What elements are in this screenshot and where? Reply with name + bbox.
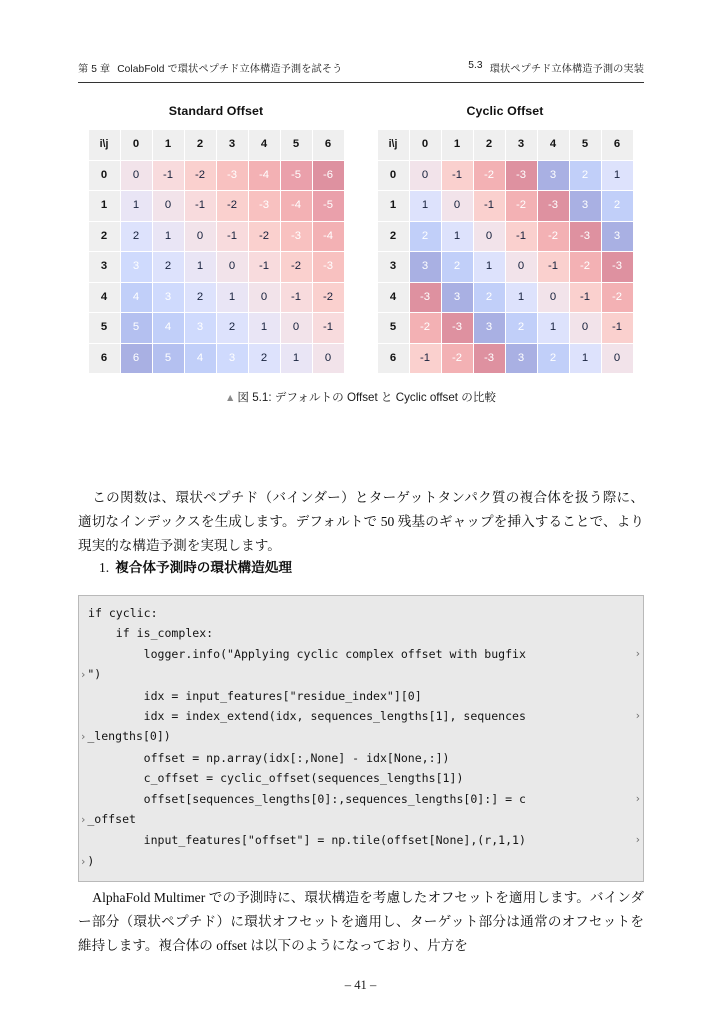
matrix-cell: -3: [506, 161, 537, 191]
matrix-cell: 1: [249, 313, 280, 343]
matrix-cell: 3: [410, 252, 441, 282]
matrix-row-header: 4: [89, 283, 120, 313]
matrix-cell: -2: [570, 252, 601, 282]
matrix-cell: -3: [474, 344, 505, 374]
matrix-cell: -2: [506, 191, 537, 221]
matrix-cell: -2: [602, 283, 633, 313]
matrix-cell: 4: [185, 344, 216, 374]
matrix-cell: 5: [153, 344, 184, 374]
code-line: [79, 623, 643, 643]
code-text: _offset: [87, 812, 136, 827]
code-line: [79, 789, 643, 809]
matrix-tables-row: [0, 104, 721, 374]
matrix-cell: 3: [442, 283, 473, 313]
matrix-cell: -1: [313, 313, 344, 343]
caption-text: 図 5.1: デフォルトの Offset と Cyclic offset の比較: [237, 391, 497, 404]
matrix-row: [378, 222, 633, 252]
wrap-marker-icon: ›: [634, 647, 641, 660]
chapter-number: 第 5 章: [78, 64, 111, 75]
matrix-cell: 0: [410, 161, 441, 191]
matrix-cell: -3: [249, 191, 280, 221]
matrix-row-header: 2: [378, 222, 409, 252]
matrix-cell: 2: [185, 283, 216, 313]
matrix-column-header: 4: [538, 130, 569, 160]
matrix-cell: 3: [121, 252, 152, 282]
matrix-row-header: 2: [89, 222, 120, 252]
matrix-cell: -1: [410, 344, 441, 374]
matrix-cell: -2: [185, 161, 216, 191]
matrix-row: [378, 191, 633, 221]
matrix-cell: 0: [442, 191, 473, 221]
running-header-chapter: [78, 60, 342, 75]
matrix-column-header: 1: [442, 130, 473, 160]
matrix-cell: 0: [474, 222, 505, 252]
matrix-cell: -1: [249, 252, 280, 282]
matrix-cell: 1: [410, 191, 441, 221]
code-text: idx = index_extend(idx, sequences_lengths[1], sequences: [88, 709, 526, 724]
matrix-cell: 0: [570, 313, 601, 343]
matrix-row: [89, 252, 344, 282]
matrix-cell: 0: [185, 222, 216, 252]
code-text: input_features["offset"] = np.tile(offset[None],(r,1,1): [88, 833, 526, 848]
code-line: [79, 830, 643, 850]
matrix-block-standard: [86, 104, 346, 374]
figure-5-1: [0, 104, 721, 405]
matrix-cell: -2: [538, 222, 569, 252]
matrix-cell: 3: [538, 161, 569, 191]
matrix-cell: -2: [474, 161, 505, 191]
paragraph-1: この関数は、環状ペプチド（バインダー）とターゲットタンパク質の複合体を扱う際に、適切なインデックスを生成します。デフォルトで 50 残基のギャップを挿入することで、より現実的な構造予測を実現します。: [78, 490, 644, 554]
matrix-cell: -2: [313, 283, 344, 313]
matrix-column-header: 3: [506, 130, 537, 160]
matrix-row: [89, 191, 344, 221]
matrix-cell: 1: [570, 344, 601, 374]
matrix-column-header: 2: [474, 130, 505, 160]
page-number: – 41 –: [344, 978, 377, 992]
matrix-cell: -3: [217, 161, 248, 191]
matrix-row-header: 6: [378, 344, 409, 374]
matrix-cell: -3: [313, 252, 344, 282]
code-line: [79, 644, 643, 664]
matrix-cell: -3: [442, 313, 473, 343]
matrix-row-header: 4: [378, 283, 409, 313]
matrix-cell: -2: [217, 191, 248, 221]
code-text: if is_complex:: [88, 626, 214, 641]
matrix-table-cyclic: [377, 129, 634, 374]
matrix-cell: -3: [538, 191, 569, 221]
matrix-cell: 1: [602, 161, 633, 191]
matrix-cell: -1: [570, 283, 601, 313]
matrix-block-cyclic: [375, 104, 635, 374]
code-text: offset = np.array(idx[:,None] - idx[None,:]): [88, 750, 450, 765]
matrix-title-standard: Standard Offset: [168, 104, 264, 118]
matrix-cell: 3: [602, 222, 633, 252]
matrix-cell: 1: [474, 252, 505, 282]
matrix-column-header: 1: [153, 130, 184, 160]
matrix-cell: 2: [121, 222, 152, 252]
running-header: [78, 60, 644, 83]
matrix-cell: 1: [217, 283, 248, 313]
code-line: [79, 748, 643, 768]
matrix-cell: 3: [570, 191, 601, 221]
matrix-cell: 1: [506, 283, 537, 313]
matrix-column-header: 4: [249, 130, 280, 160]
matrix-header-row: [378, 130, 633, 160]
matrix-cell: -1: [506, 222, 537, 252]
matrix-row-header: 0: [378, 161, 409, 191]
wrap-continuation-icon: ›: [80, 669, 87, 682]
paragraph-2: AlphaFold Multimer での予測時に、環状構造を考慮したオフセットを適用します。バインダー部分（環状ペプチド）に環状オフセットを適用し、ターゲット部分は通常のオフセットを維持します。複合体の offset は以下のようになっており、片方を: [78, 890, 644, 954]
code-text: offset[sequences_lengths[0]:,sequences_lengths[0]:] = c: [88, 791, 526, 806]
matrix-column-header: 6: [602, 130, 633, 160]
section-number: 5.3: [468, 60, 483, 71]
matrix-column-header: 0: [121, 130, 152, 160]
matrix-cell: 3: [217, 344, 248, 374]
matrix-title-cyclic: Cyclic Offset: [466, 104, 544, 118]
matrix-cell: 6: [121, 344, 152, 374]
matrix-cell: 2: [217, 313, 248, 343]
matrix-corner-label: i\j: [89, 130, 120, 160]
figure-caption: [0, 389, 721, 405]
running-header-section: [468, 60, 644, 75]
code-block[interactable]: [78, 595, 644, 882]
matrix-row: [89, 222, 344, 252]
code-line: [79, 768, 643, 788]
matrix-cell: 0: [538, 283, 569, 313]
matrix-cell: -1: [602, 313, 633, 343]
section-title: 環状ペプチド立体構造予測の実装: [489, 64, 644, 75]
code-text: if cyclic:: [88, 606, 158, 620]
matrix-cell: 1: [185, 252, 216, 282]
matrix-cell: -3: [570, 222, 601, 252]
code-line: [79, 603, 643, 623]
matrix-row: [378, 344, 633, 374]
matrix-row: [378, 252, 633, 282]
matrix-cell: -1: [474, 191, 505, 221]
matrix-table-standard: [88, 129, 345, 374]
matrix-row-header: 3: [89, 252, 120, 282]
code-line: [79, 851, 643, 872]
list-item-1: [99, 557, 644, 579]
matrix-cell: 4: [121, 283, 152, 313]
matrix-cell: -5: [313, 191, 344, 221]
matrix-cell: -4: [281, 191, 312, 221]
matrix-row-header: 5: [378, 313, 409, 343]
matrix-cell: 2: [474, 283, 505, 313]
matrix-row-header: 5: [89, 313, 120, 343]
matrix-row: [89, 283, 344, 313]
wrap-continuation-icon: ›: [80, 731, 87, 744]
code-text: c_offset = cyclic_offset(sequences_lengths[1]): [88, 771, 464, 786]
matrix-cell: 1: [153, 222, 184, 252]
matrix-cell: -2: [410, 313, 441, 343]
matrix-header-row: [89, 130, 344, 160]
wrap-marker-icon: ›: [634, 710, 641, 723]
matrix-cell: 0: [249, 283, 280, 313]
matrix-cell: -3: [410, 283, 441, 313]
matrix-cell: 0: [281, 313, 312, 343]
matrix-row-header: 0: [89, 161, 120, 191]
matrix-cell: -1: [185, 191, 216, 221]
matrix-cell: 1: [121, 191, 152, 221]
matrix-cell: -5: [281, 161, 312, 191]
matrix-cell: 1: [281, 344, 312, 374]
matrix-row: [378, 313, 633, 343]
matrix-row: [89, 313, 344, 343]
matrix-cell: 3: [506, 344, 537, 374]
wrap-marker-icon: ›: [634, 834, 641, 847]
matrix-cell: -6: [313, 161, 344, 191]
code-line: [79, 809, 643, 830]
matrix-cell: 4: [153, 313, 184, 343]
matrix-row: [378, 283, 633, 313]
matrix-cell: 2: [249, 344, 280, 374]
matrix-cell: 2: [538, 344, 569, 374]
matrix-cell: 0: [121, 161, 152, 191]
matrix-cell: -4: [313, 222, 344, 252]
matrix-row: [89, 344, 344, 374]
matrix-cell: -2: [249, 222, 280, 252]
matrix-cell: -1: [217, 222, 248, 252]
matrix-cell: 0: [602, 344, 633, 374]
code-text: "): [87, 667, 102, 682]
list-item-number: 1.: [99, 560, 110, 575]
list-item-label: 複合体予測時の環状構造処理: [115, 560, 292, 575]
matrix-cell: -2: [442, 344, 473, 374]
matrix-row: [89, 161, 344, 191]
code-text: logger.info("Applying cyclic complex offset with bugfix: [88, 646, 526, 661]
matrix-cell: 1: [442, 222, 473, 252]
matrix-cell: -1: [281, 283, 312, 313]
matrix-row-header: 6: [89, 344, 120, 374]
matrix-cell: 2: [602, 191, 633, 221]
matrix-cell: 3: [185, 313, 216, 343]
matrix-cell: -1: [538, 252, 569, 282]
matrix-cell: -1: [153, 161, 184, 191]
matrix-column-header: 6: [313, 130, 344, 160]
chapter-title: ColabFold で環状ペプチド立体構造予測を試そう: [117, 64, 343, 75]
matrix-cell: 1: [538, 313, 569, 343]
matrix-cell: 2: [570, 161, 601, 191]
matrix-cell: 5: [121, 313, 152, 343]
matrix-cell: 0: [506, 252, 537, 282]
matrix-row-header: 3: [378, 252, 409, 282]
code-text: _lengths[0]): [87, 729, 171, 744]
caption-triangle-icon: ▲: [224, 392, 236, 404]
matrix-column-header: 0: [410, 130, 441, 160]
code-line: [79, 706, 643, 726]
wrap-continuation-icon: ›: [80, 855, 87, 868]
matrix-cell: 0: [153, 191, 184, 221]
matrix-column-header: 5: [570, 130, 601, 160]
matrix-column-header: 3: [217, 130, 248, 160]
code-text: idx = input_features["residue_index"][0]: [88, 688, 422, 703]
matrix-row-header: 1: [378, 191, 409, 221]
matrix-row-header: 1: [89, 191, 120, 221]
matrix-column-header: 2: [185, 130, 216, 160]
code-line: [79, 664, 643, 685]
matrix-cell: -2: [281, 252, 312, 282]
matrix-cell: 3: [474, 313, 505, 343]
wrap-continuation-icon: ›: [80, 814, 87, 827]
matrix-cell: -3: [281, 222, 312, 252]
matrix-cell: 2: [153, 252, 184, 282]
matrix-cell: 0: [313, 344, 344, 374]
code-line: [79, 726, 643, 747]
wrap-marker-icon: ›: [634, 792, 641, 805]
matrix-cell: 0: [217, 252, 248, 282]
matrix-cell: 2: [410, 222, 441, 252]
code-text: ): [87, 853, 95, 868]
matrix-corner-label: i\j: [378, 130, 409, 160]
matrix-cell: 3: [153, 283, 184, 313]
matrix-column-header: 5: [281, 130, 312, 160]
matrix-row: [378, 161, 633, 191]
matrix-cell: -3: [602, 252, 633, 282]
matrix-cell: -4: [249, 161, 280, 191]
code-line: [79, 686, 643, 706]
matrix-cell: 2: [442, 252, 473, 282]
matrix-cell: -1: [442, 161, 473, 191]
matrix-cell: 2: [506, 313, 537, 343]
